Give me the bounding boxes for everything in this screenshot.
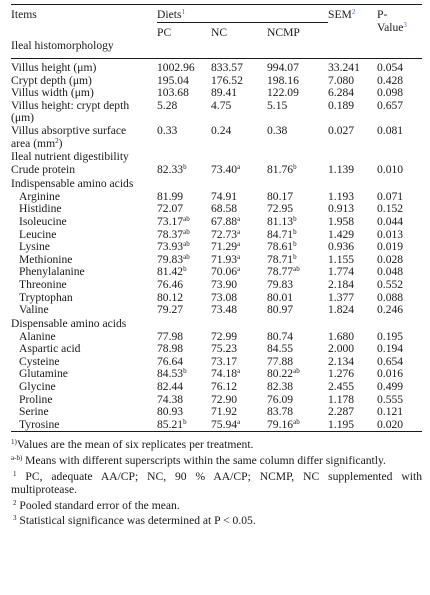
cell-value: 77.98 xyxy=(157,329,184,343)
row-label: Lysine xyxy=(19,240,50,254)
cell-p: 0.194 xyxy=(377,342,404,356)
section-title-dispensable: Dispensable amino acids xyxy=(11,316,127,330)
cell-sup: b xyxy=(183,417,187,426)
footnote-4 xyxy=(11,514,422,528)
cell-p: 0.195 xyxy=(377,329,404,343)
cell-sem: 1.195 xyxy=(328,417,355,431)
cell-sem: 1.429 xyxy=(328,227,355,241)
cell-sem: 0.913 xyxy=(328,202,355,216)
cell-value: 73.93 xyxy=(157,240,184,254)
cell-sem: 0.027 xyxy=(328,123,355,137)
cell-value: 75.23 xyxy=(211,342,238,356)
cell-sem: 2.000 xyxy=(328,342,355,356)
row-label: Cysteine xyxy=(19,354,60,368)
cell-value: 79.83 xyxy=(157,252,184,266)
cell-sem: 1.774 xyxy=(328,265,355,279)
cell-value: 68.58 xyxy=(211,202,238,216)
cell-value: 80.22 xyxy=(267,367,294,381)
header-diets xyxy=(157,5,328,23)
row-label: Valine xyxy=(19,303,49,317)
cell-ncmp: 122.09 xyxy=(267,86,299,100)
cell-sup: a xyxy=(237,252,241,261)
cell-nc xyxy=(211,304,267,317)
cell-value: 73.90 xyxy=(211,277,238,291)
cell-value: 79.27 xyxy=(157,303,184,317)
indispensable-rows xyxy=(11,191,422,317)
row-label: Villus height (μm) xyxy=(11,61,97,74)
footnote-text: Values are the mean of six replicates per treatment. xyxy=(16,438,254,452)
cell-ncmp xyxy=(267,304,328,317)
section-row-dispensable xyxy=(11,317,422,331)
cell-sup: a xyxy=(237,265,241,274)
cell-pc: 0.33 xyxy=(157,123,178,137)
cell-p: 0.657 xyxy=(377,98,404,112)
cell-pc xyxy=(157,419,211,432)
cell-value: 72.90 xyxy=(211,392,238,406)
cell-value: 79.16 xyxy=(267,417,294,431)
cell-pc xyxy=(157,164,211,177)
cell-value: 73.40 xyxy=(211,163,238,177)
row-label: Phenylalanine xyxy=(19,265,85,279)
cell-value: 75.94 xyxy=(211,417,238,431)
footnote-marker: a-b) xyxy=(11,454,23,463)
cell-sup: a xyxy=(237,367,241,376)
table-row-crude-protein xyxy=(11,164,422,177)
cell-p: 0.121 xyxy=(377,405,404,419)
cell-sup: ab xyxy=(183,252,190,261)
section-title-indispensable: Indispensable amino acids xyxy=(11,176,134,190)
cell-value: 73.48 xyxy=(211,303,238,317)
cell-value: 78.61 xyxy=(267,240,294,254)
cell-value: 84.53 xyxy=(157,367,184,381)
cell-sem: 1.824 xyxy=(328,303,355,317)
footnote-0 xyxy=(11,438,422,452)
cell-value: 80.97 xyxy=(267,303,294,317)
cell-value: 78.77 xyxy=(267,265,294,279)
cell-value: 84.55 xyxy=(267,342,294,356)
row-label: Glutamine xyxy=(19,367,68,381)
row-label-line1: Villus absorptive surface xyxy=(11,123,127,137)
cell-sup: b xyxy=(293,252,297,261)
row-label: Villus width (μm) xyxy=(11,86,94,100)
header-sem-label: SEM xyxy=(328,8,352,21)
row-label: Crypt depth (μm) xyxy=(11,73,92,87)
cell-p: 0.555 xyxy=(377,392,404,406)
row-label-line2: area (mm xyxy=(11,136,56,150)
section-title-histomorphology: Ileal histomorphology xyxy=(11,39,114,52)
row-label: Methionine xyxy=(19,252,73,266)
row-label-end: ) xyxy=(58,136,63,150)
table-footnotes xyxy=(11,438,422,528)
cell-sem: 0.936 xyxy=(328,240,355,254)
cell-p: 0.152 xyxy=(377,202,404,216)
cell-value: 78.71 xyxy=(267,252,294,266)
footnote-1 xyxy=(11,454,422,468)
cell-sem: 1.276 xyxy=(328,367,355,381)
cell-sup: b xyxy=(293,214,297,223)
cell-value: 67.88 xyxy=(211,214,238,228)
cell-sup: ab xyxy=(293,265,300,274)
cell-sup: b xyxy=(293,163,297,172)
cell-value: 76.09 xyxy=(267,392,294,406)
data-table xyxy=(11,4,422,432)
cell-nc xyxy=(211,419,267,432)
cell-p: 0.054 xyxy=(377,61,404,74)
header-sem xyxy=(328,5,377,23)
cell-p: 0.088 xyxy=(377,290,404,304)
header-pvalue-label: Value xyxy=(377,21,404,34)
cell-value: 76.46 xyxy=(157,277,184,291)
cell-value: 79.83 xyxy=(267,277,294,291)
cell-sup: ab xyxy=(183,240,190,249)
cell-ncmp: 198.16 xyxy=(267,73,299,87)
cell-nc: 0.24 xyxy=(211,123,232,137)
table-row xyxy=(11,125,422,150)
footnote-text: Pooled standard error of the mean. xyxy=(16,498,180,512)
cell-value: 84.71 xyxy=(267,227,294,241)
cell-p: 0.552 xyxy=(377,277,404,291)
cell-p: 0.028 xyxy=(377,252,404,266)
section-row-digestibility xyxy=(11,150,422,164)
table-row xyxy=(11,100,422,125)
cell-value: 76.64 xyxy=(157,354,184,368)
cell-sem: 2.287 xyxy=(328,405,355,419)
cell-sup: a xyxy=(237,227,241,236)
cell-value: 73.08 xyxy=(211,290,238,304)
cell-p: 0.428 xyxy=(377,73,404,87)
cell-pc xyxy=(157,304,211,317)
cell-value: 71.93 xyxy=(211,252,238,266)
cell-sup: b xyxy=(293,227,297,236)
cell-pc: 1002.96 xyxy=(157,61,195,74)
cell-value: 78.98 xyxy=(157,342,184,356)
cell-sem: 1.377 xyxy=(328,290,355,304)
row-label: Threonine xyxy=(19,277,67,291)
cell-sem: 2.184 xyxy=(328,277,355,291)
header-pvalue-l2 xyxy=(377,22,422,39)
cell-nc xyxy=(211,164,267,177)
cell-pc: 103.68 xyxy=(157,86,189,100)
header-row-1 xyxy=(11,5,422,23)
table-row xyxy=(11,419,422,432)
cell-value: 74.18 xyxy=(211,367,238,381)
row-label: Histidine xyxy=(19,202,62,216)
cell-sup: b xyxy=(183,265,187,274)
row-label: Aspartic acid xyxy=(19,342,81,356)
cell-value: 80.17 xyxy=(267,189,294,203)
cell-value: 82.33 xyxy=(157,163,184,177)
cell-value: 71.29 xyxy=(211,240,238,254)
cell-value: 83.78 xyxy=(267,405,294,419)
footnote-marker: 1 xyxy=(13,469,17,478)
cell-p: 0.048 xyxy=(377,265,404,279)
row-label-sup: 2 xyxy=(55,136,59,145)
cell-p: 0.098 xyxy=(377,86,404,100)
cell-value: 81.42 xyxy=(157,265,184,279)
cell-value: 72.73 xyxy=(211,227,238,241)
row-label xyxy=(11,100,157,125)
cell-p: 0.044 xyxy=(377,214,404,228)
cell-nc: 833.57 xyxy=(211,61,243,74)
cell-p: 0.010 xyxy=(377,163,404,177)
table-row xyxy=(11,62,422,75)
section-row-histomorphology xyxy=(11,39,422,59)
cell-value: 72.99 xyxy=(211,329,238,343)
cell-pc: 5.28 xyxy=(157,98,178,112)
cell-ncmp xyxy=(267,164,328,177)
cell-value: 74.38 xyxy=(157,392,184,406)
footnote-marker: 1) xyxy=(11,438,17,447)
cell-value: 80.12 xyxy=(157,290,184,304)
row-label-line2: (μm) xyxy=(11,111,34,125)
cell-sem: 6.284 xyxy=(328,86,355,100)
cell-value: 81.13 xyxy=(267,214,294,228)
footnote-text: Means with different superscripts within the same column differ significantly. xyxy=(22,454,386,468)
row-label: Proline xyxy=(19,392,53,406)
cell-nc: 4.75 xyxy=(211,98,232,112)
cell-value: 76.12 xyxy=(211,380,238,394)
cell-sem: 1.958 xyxy=(328,214,355,228)
header-ncmp: NCMP xyxy=(267,22,328,39)
cell-sup: a xyxy=(237,163,241,172)
cell-value: 74.91 xyxy=(211,189,238,203)
cell-ncmp: 5.15 xyxy=(267,98,288,112)
cell-sup: a xyxy=(237,417,241,426)
cell-p: 0.019 xyxy=(377,240,404,254)
cell-value: 81.99 xyxy=(157,189,184,203)
footnote-2 xyxy=(11,470,422,497)
cell-p: 0.071 xyxy=(377,189,404,203)
cell-value: 81.76 xyxy=(267,163,294,177)
table-row xyxy=(11,304,422,317)
footnote-text: PC, adequate AA/CP; NC, 90 % AA/CP; NCMP, NC supplemented with multiprotease. xyxy=(11,469,422,497)
cell-value: 77.88 xyxy=(267,354,294,368)
cell-value: 80.74 xyxy=(267,329,294,343)
cell-ncmp: 994.07 xyxy=(267,61,299,74)
row-label: Alanine xyxy=(19,329,56,343)
header-items: Items xyxy=(11,8,37,21)
cell-value: 73.17 xyxy=(211,354,238,368)
cell-value: 80.01 xyxy=(267,290,294,304)
cell-sup: ab xyxy=(183,214,190,223)
cell-value: 82.44 xyxy=(157,380,184,394)
row-label: Tryptophan xyxy=(19,290,73,304)
cell-sem: 1.139 xyxy=(328,163,355,177)
cell-ncmp: 0.38 xyxy=(267,123,288,137)
footnote-text: Statistical significance was determined at P < 0.05. xyxy=(16,514,256,528)
cell-sem: 33.241 xyxy=(328,61,360,74)
header-sem-sup: 2 xyxy=(351,8,356,16)
cell-sup: ab xyxy=(183,227,190,236)
header-pvalue-sup: 3 xyxy=(403,21,407,29)
cell-sup: a xyxy=(237,214,241,223)
row-label: Serine xyxy=(19,405,49,419)
footnote-marker: 3 xyxy=(13,514,17,523)
cell-value: 70.06 xyxy=(211,265,238,279)
row-label: Glycine xyxy=(19,380,56,394)
cell-sup: b xyxy=(183,163,187,172)
cell-sup: a xyxy=(237,240,241,249)
header-row-2 xyxy=(11,22,422,39)
section-title-digestibility: Ileal nutrient digestibility xyxy=(11,150,129,164)
row-label-line1: Villus height: crypt depth xyxy=(11,98,130,112)
cell-p: 0.020 xyxy=(377,417,404,431)
cell-ncmp xyxy=(267,419,328,432)
section-row-indispensable xyxy=(11,177,422,191)
cell-sem: 1.178 xyxy=(328,392,355,406)
cell-sem: 0.189 xyxy=(328,98,355,112)
footnote-3 xyxy=(11,499,422,513)
cell-nc: 89.41 xyxy=(211,86,238,100)
row-label: Arginine xyxy=(19,189,61,203)
footnote-marker: 2 xyxy=(13,498,17,507)
header-diets-sup: 1 xyxy=(181,8,185,16)
cell-sup: b xyxy=(183,367,187,376)
cell-value: 80.93 xyxy=(157,405,184,419)
cell-sem: 1.680 xyxy=(328,329,355,343)
cell-value: 78.37 xyxy=(157,227,184,241)
row-label: Crude protein xyxy=(11,163,76,177)
cell-nc: 176.52 xyxy=(211,73,243,87)
header-pc: PC xyxy=(157,22,211,39)
cell-sem: 1.155 xyxy=(328,252,355,266)
header-diets-label: Diets xyxy=(157,8,182,21)
row-label: Leucine xyxy=(19,227,57,241)
cell-p: 0.654 xyxy=(377,354,404,368)
row-label: Isoleucine xyxy=(19,214,67,228)
cell-p: 0.499 xyxy=(377,380,404,394)
header-pvalue-l1: P- xyxy=(377,8,388,21)
cell-value: 85.21 xyxy=(157,417,184,431)
cell-value: 71.92 xyxy=(211,405,238,419)
cell-sup: ab xyxy=(293,417,300,426)
cell-sem: 7.080 xyxy=(328,73,355,87)
cell-pc: 195.04 xyxy=(157,73,189,87)
row-label: Tyrosine xyxy=(19,417,60,431)
cell-p: 0.013 xyxy=(377,227,404,241)
cell-value: 73.17 xyxy=(157,214,184,228)
cell-p: 0.016 xyxy=(377,367,404,381)
cell-sup: b xyxy=(293,240,297,249)
cell-sem: 2.134 xyxy=(328,354,355,368)
dispensable-rows xyxy=(11,331,422,432)
row-label xyxy=(11,125,157,150)
cell-value: 72.07 xyxy=(157,202,184,216)
cell-value: 82.38 xyxy=(267,380,294,394)
cell-sup: ab xyxy=(293,367,300,376)
cell-sem: 2.455 xyxy=(328,380,355,394)
header-nc: NC xyxy=(211,22,267,39)
cell-value: 72.95 xyxy=(267,202,294,216)
cell-p: 0.081 xyxy=(377,123,404,137)
cell-sem: 1.193 xyxy=(328,189,355,203)
cell-p: 0.246 xyxy=(377,303,404,317)
